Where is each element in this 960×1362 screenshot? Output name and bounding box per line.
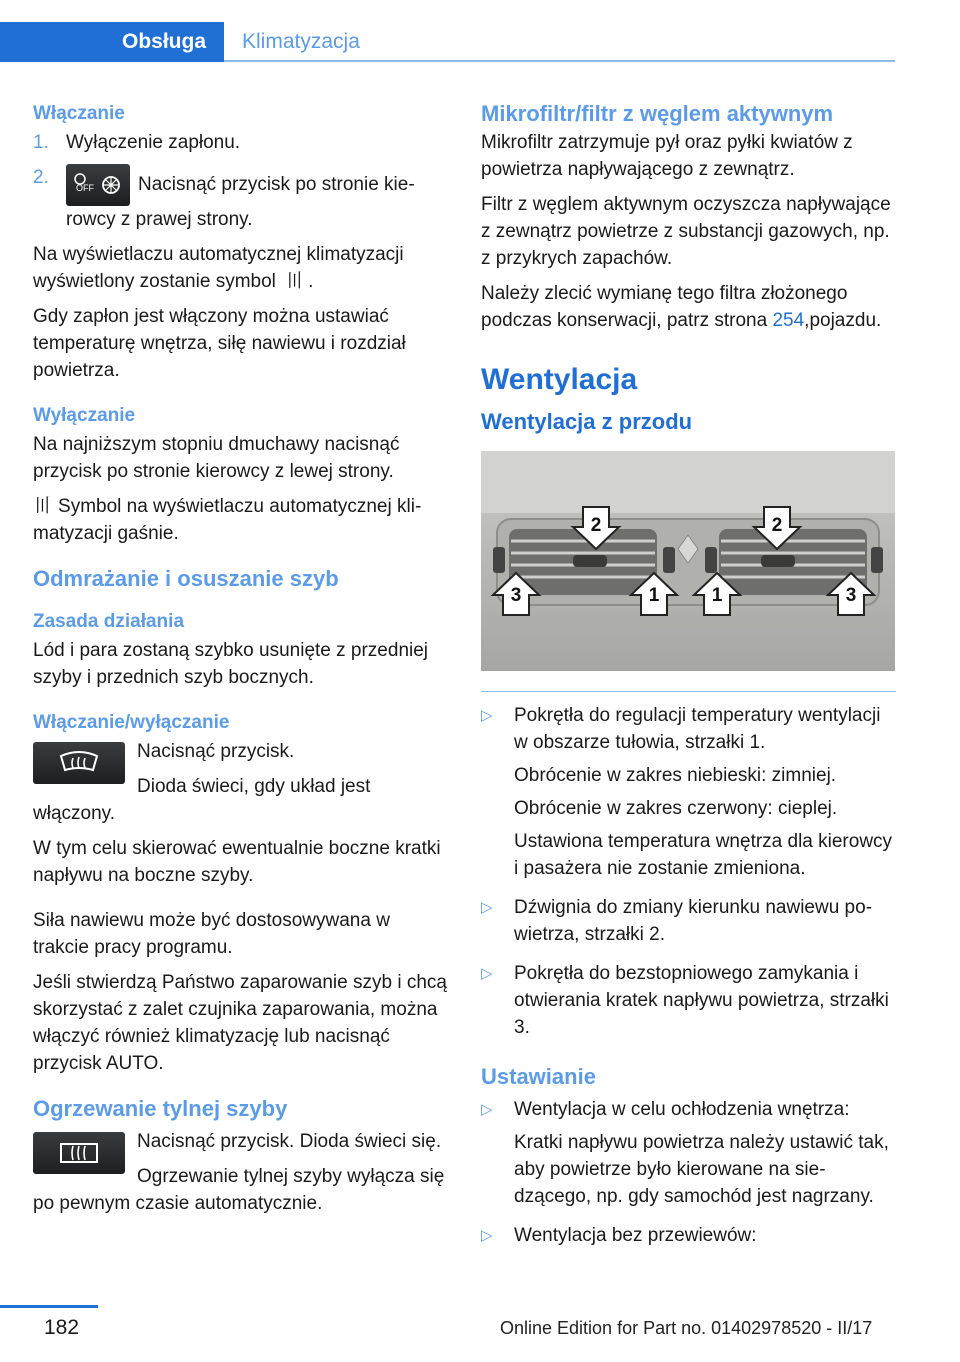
paragraph: W tym celu skierować ewentualnie boczne kratki napływu na boczne szyby.: [33, 838, 441, 886]
item-text: Pokrętła do bezstopniowego zamykania i otwierania kratek napływu powietrza, strzałki 3.: [514, 963, 889, 1038]
heading-wylaczanie: Wyłączanie: [33, 405, 136, 426]
list-item: [481, 702, 896, 888]
paragraph: Na najniższym stopniu dmuchawy nacisnąć przycisk po stronie kierowcy z lewej strony.: [33, 434, 400, 482]
paragraph: Dioda świeci, gdy układ jest włączony.: [33, 776, 371, 824]
paragraph: Filtr z węglem aktywnym oczyszcza napływające z zewnątrz powietrze z substancji gazowych, np. z przykrych zapachów.: [481, 194, 891, 269]
triangle-bullet-icon: ▷: [481, 1101, 493, 1118]
heading-ogrzewanie: Ogrzewanie tylnej szyby: [33, 1096, 288, 1121]
step-text: Wyłączenie zapłonu.: [66, 132, 241, 153]
photo-label-2: 2: [590, 515, 602, 536]
steps-list: [33, 129, 448, 233]
paragraph: Lód i para zostaną szybko usunięte z przedniej szyby i przednich szyb bocznych.: [33, 640, 429, 688]
paragraph: Gdy zapłon jest włączony można ustawiać temperaturę wnętrza, siłę nawiewu i rozdział powietrza.: [33, 306, 406, 381]
photo-label-3: 3: [510, 585, 522, 606]
svg-text:OFF: OFF: [76, 183, 94, 193]
list-item: [481, 894, 896, 954]
rear-defrost-block: [33, 1128, 448, 1225]
item-text: Kratki napływu powietrza należy ustawić tak, aby powietrze było kierowane na siedzącego, np. gdy samochód jest nagrzany.: [514, 1132, 889, 1207]
item-text: Ustawiona temperatura wnętrza dla kierowcy i pasażera nie zostanie zmieniona.: [514, 831, 893, 879]
page-link[interactable]: 254: [772, 310, 805, 331]
para-text: Należy zlecić wymianę tego filtra złożonego podczas konserwacji, patrz strona: [481, 283, 848, 331]
paragraph: [33, 493, 448, 547]
right-column: [481, 100, 896, 1261]
paragraph: Siła nawiewu może być dostosowywana w trakcie pracy programu.: [33, 910, 390, 958]
list-item: [481, 1222, 896, 1255]
defrost-block: [33, 738, 448, 835]
list-item: [33, 164, 448, 233]
front-defrost-button-icon: [33, 742, 125, 784]
setting-list: [481, 1096, 896, 1255]
list-item: [481, 960, 896, 1047]
paragraph: Nacisnąć przycisk.: [137, 741, 295, 762]
paragraph: Nacisnąć przycisk. Dioda świeci się.: [137, 1131, 442, 1152]
front-vents-photo: [481, 451, 895, 671]
paragraph: Jeśli stwierdzą Państwo zaparowanie szyb i chcą skorzystać z zalet czujnika zaparowania, można włączyć również klimatyzację lub nacisnąć przycisk AUTO.: [33, 972, 447, 1074]
item-text: Pokrętła do regulacji temperatury wentylacji w obszarze tułowia, strzałki 1.: [514, 705, 881, 753]
item-text: Obrócenie w zakres czerwony: cieplej.: [514, 798, 838, 819]
ac-symbol-icon: 〣: [33, 496, 53, 517]
heading-wlaczanie: Włączanie: [33, 103, 125, 124]
paragraph: Mikrofiltr zatrzymuje pył oraz pyłki kwiatów z powietrza napływającego z zewnątrz.: [481, 132, 853, 180]
ac-symbol-icon: 〣: [285, 271, 305, 292]
fan-off-button-icon: [66, 164, 130, 206]
header-bar: [0, 22, 895, 62]
divider: [481, 691, 896, 692]
photo-label-1: 1: [648, 585, 660, 606]
step-text-wrap: [66, 164, 448, 233]
page-number: 182: [44, 1316, 80, 1339]
photo-label-3: 3: [845, 585, 857, 606]
heading-zasada: Zasada działania: [33, 611, 185, 632]
header-divider: [224, 60, 895, 62]
heading-wentylacja: Wentylacja: [481, 363, 638, 396]
section-tab-obsluga[interactable]: Obsługa: [0, 22, 224, 62]
list-item: [481, 1096, 896, 1216]
vent-controls-list: [481, 702, 896, 1047]
paragraph: [33, 241, 448, 295]
edition-note: Online Edition for Part no. 01402978520 - II/17: [500, 1318, 873, 1338]
item-text: Wentylacja w celu ochłodzenia wnętrza:: [514, 1099, 850, 1120]
paragraph: [481, 280, 896, 334]
list-item: [33, 129, 448, 156]
step-number: 1.: [33, 132, 49, 153]
para-text: Na wyświetlaczu automatycznej klimatyzacji wyświetlony zostanie symbol: [33, 244, 404, 292]
item-text: Wentylacja bez przewiewów:: [514, 1225, 757, 1246]
item-text: Dźwignia do zmiany kierunku nawiewu powietrza, strzałki 2.: [514, 897, 873, 945]
rear-defrost-button-icon: [33, 1132, 125, 1174]
footer-rule: [0, 1305, 98, 1308]
para-text: Symbol na wyświetlaczu automatycznej klimatyzacji gaśnie.: [33, 496, 422, 544]
item-text: Obrócenie w zakres niebieski: zimniej.: [514, 765, 837, 786]
triangle-bullet-icon: ▷: [481, 965, 493, 982]
heading-wentylacja-z-przodu: Wentylacja z przodu: [481, 409, 693, 434]
paragraph: Ogrzewanie tylnej szyby wyłącza się po pewnym czasie automatycznie.: [33, 1166, 445, 1214]
left-column: [33, 100, 448, 1225]
triangle-bullet-icon: ▷: [481, 899, 493, 916]
photo-label-1: 1: [711, 585, 723, 606]
step-number: 2.: [33, 167, 49, 188]
heading-mikrofiltr: Mikrofiltr/filtr z węglem aktywnym: [481, 101, 834, 126]
heading-ustawianie: Ustawianie: [481, 1064, 596, 1089]
para-end: .: [308, 271, 314, 292]
step2-text: Nacisnąć przycisk po stronie kierowcy z prawej strony.: [66, 174, 415, 230]
heading-wlaczanie-wylaczanie: Włączanie/wyłączanie: [33, 712, 230, 733]
heading-odmrazanie: Odmrażanie i osuszanie szyb: [33, 566, 339, 591]
triangle-bullet-icon: ▷: [481, 707, 493, 724]
section-tab-klimatyzacja[interactable]: Klimatyzacja: [242, 30, 360, 53]
para-text-end: ,pojazdu.: [804, 310, 882, 331]
triangle-bullet-icon: ▷: [481, 1227, 493, 1244]
photo-label-2: 2: [771, 515, 783, 536]
